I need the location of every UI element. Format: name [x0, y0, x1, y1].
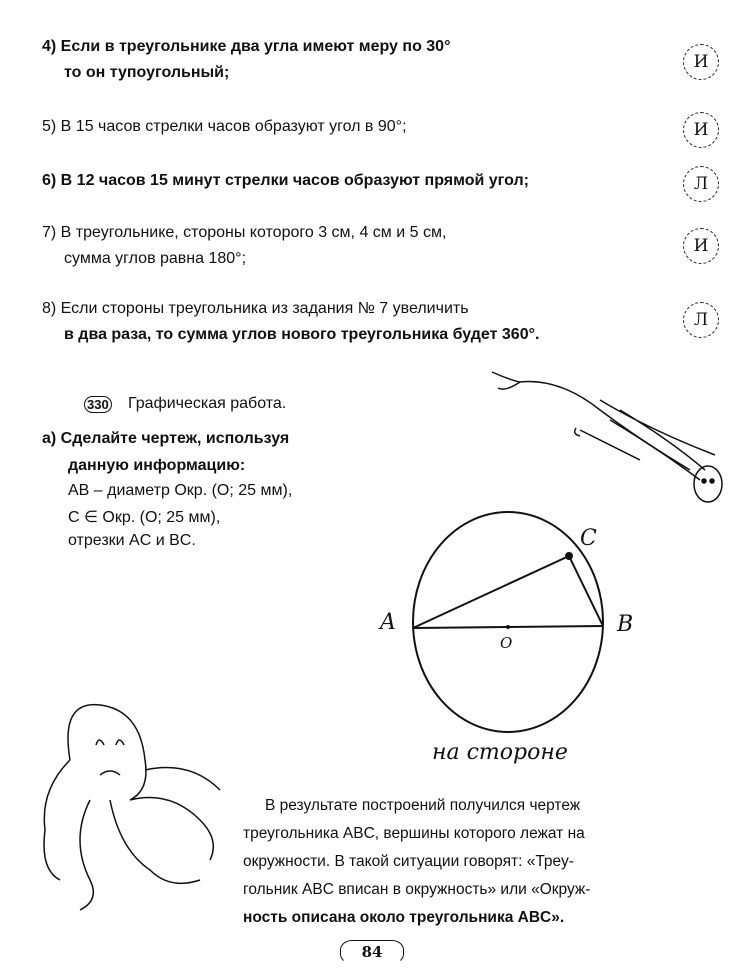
statement-7-line-1: 7) В треугольнике, стороны которого 3 см, 4 см и 5 см, — [42, 224, 447, 241]
paragraph-line-3: окружности. В такой ситуации говорят: «Треу- — [243, 853, 574, 870]
task-a-line-3: AB – диаметр Окр. (O; 25 мм), — [68, 482, 293, 499]
task-a-line-5: отрезки AC и BC. — [68, 532, 196, 549]
statement-6: 6) В 12 часов 15 минут стрелки часов образуют прямой угол; — [42, 172, 529, 189]
segment-ac — [413, 556, 569, 628]
circle — [413, 512, 603, 732]
paragraph-line-5: ность описана около треугольника ABC». — [243, 909, 565, 926]
segment-bc — [569, 556, 603, 626]
drawing-caption: на стороне — [432, 740, 568, 765]
label-o: O — [500, 634, 513, 652]
task-a-line-2: данную информацию: — [68, 457, 246, 474]
statement-8-line-1: 8) Если стороны треугольника из задания № 7 увеличить — [42, 300, 469, 317]
paragraph-line-1: В результате построений получился чертеж — [265, 797, 581, 814]
task-a-line-1: а) Сделайте чертеж, используя — [42, 430, 290, 447]
label-a: A — [380, 610, 396, 635]
task-title: Графическая работа. — [128, 395, 287, 412]
page-number: 84 — [340, 940, 404, 964]
task-number: 330 — [84, 396, 112, 413]
statement-7-line-2: сумма углов равна 180°; — [64, 250, 247, 267]
paragraph-line-4: гольник ABC вписан в окружность» или «Окруж- — [243, 881, 591, 898]
answer-8: Л — [683, 302, 719, 338]
task-a-line-4: C ∈ Окр. (O; 25 мм), — [68, 509, 221, 526]
statement-8-line-2: в два раза, то сумма углов нового треугольника будет 360°. — [64, 326, 540, 343]
answer-7: И — [683, 228, 719, 264]
octopus-illustration — [44, 705, 220, 910]
label-b: B — [617, 612, 634, 637]
answer-4: И — [683, 44, 719, 80]
paragraph-line-2: треугольника ABC, вершины которого лежат на — [243, 825, 585, 842]
statement-4-line-1: 4) Если в треугольнике два угла имеют меру по 30° — [42, 38, 451, 55]
statement-4-line-2: то он тупоугольный; — [64, 64, 230, 81]
point-c — [565, 552, 573, 560]
label-c: C — [580, 526, 597, 551]
answer-5: И — [683, 112, 719, 148]
statement-5: 5) В 15 часов стрелки часов образуют угол в 90°; — [42, 118, 407, 135]
answer-6: Л — [683, 166, 719, 202]
mermaid-illustration — [492, 372, 722, 502]
point-o — [506, 625, 510, 629]
explanation-paragraph — [243, 792, 719, 932]
